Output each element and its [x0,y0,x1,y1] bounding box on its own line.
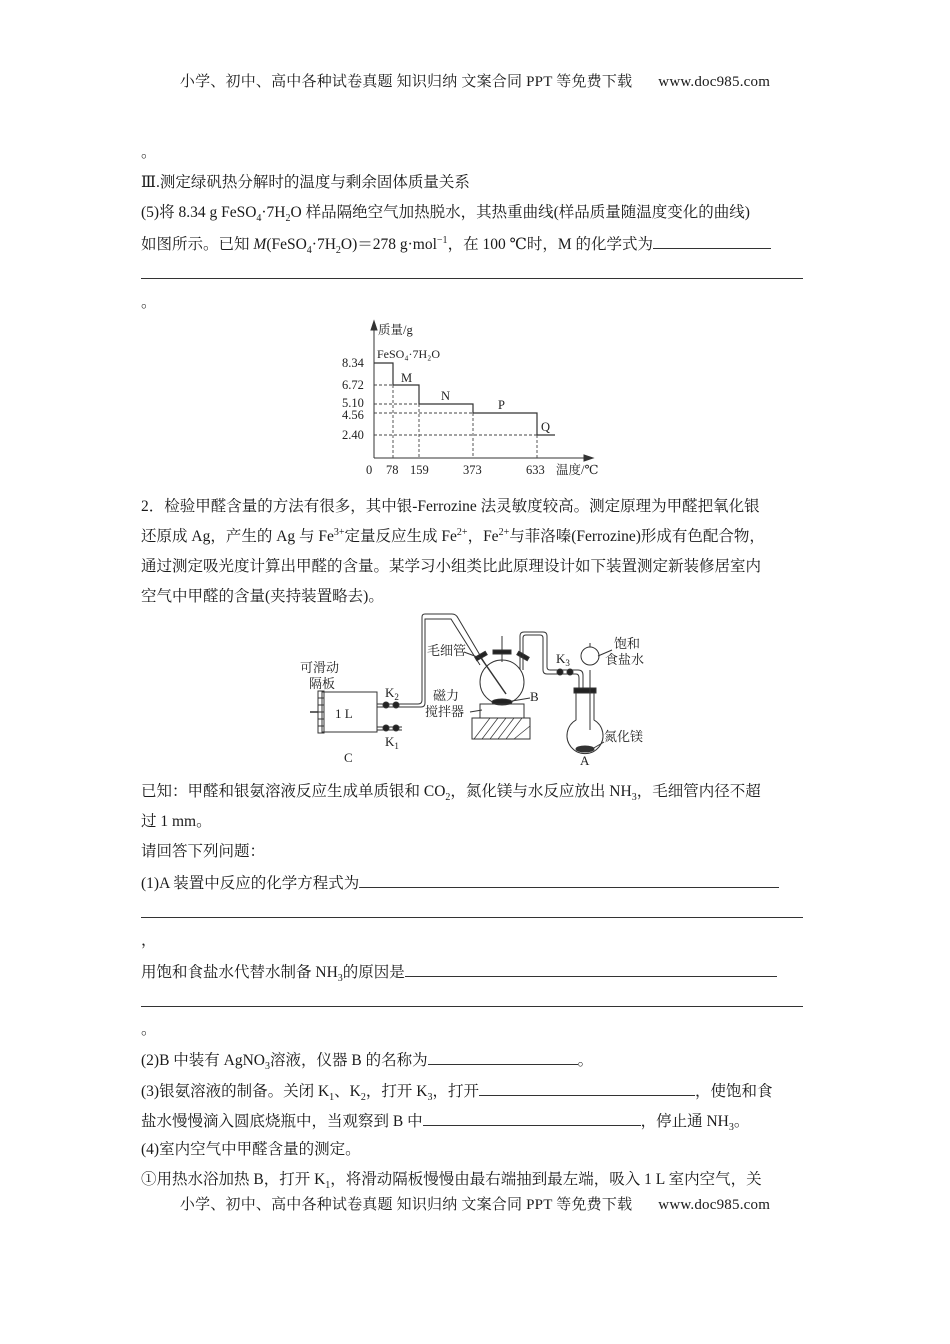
annot-n: N [441,389,451,403]
text: (2)B 中装有 AgNO [141,1052,265,1069]
label-mg3n2: 氮化镁 [604,729,644,744]
text: M [253,236,267,253]
annot-p: P [498,398,505,412]
text: (3)银氨溶液的制备。关闭 K [141,1083,330,1100]
text: ，Fe [467,528,499,545]
y-tick: 8.34 [342,356,364,370]
q2-line1: 2．检验甲醛含量的方法有很多，其中银-Ferrozine 法灵敏度较高。测定原理为甲醛把氧化银 [141,498,760,515]
text: 已知：甲醛和银氨溶液反应生成单质银和 CO [141,783,446,800]
text: 如图所示。已知 [141,236,254,253]
sub: 3 [631,792,637,804]
sub: 1 [325,1180,331,1192]
label-c: C [344,750,353,765]
thermogravimetric-chart [330,315,630,490]
q2-line [141,1049,593,1071]
sup: 2+ [456,526,468,538]
label-capillary: 毛细管 [427,643,467,658]
x-tick: 159 [410,463,429,477]
text: ，在 100 ℃时，M 的化学式为 [447,236,654,253]
label-a: A [580,753,590,768]
label-volume: 1 L [335,706,353,721]
sub: 4 [306,245,312,257]
text: (1)A 装置中反应的化学方程式为 [141,875,360,892]
x-tick: 78 [386,463,399,477]
sub: 1 [329,1092,335,1104]
text: 与菲洛嗪(Ferrozine)形成有色配合物， [509,528,765,545]
text: 用饱和食盐水代替水制备 NH [141,964,338,981]
annot-q: Q [541,420,551,434]
x-tick: 373 [463,463,482,477]
q1-end: 。 [141,1021,157,1038]
label-brine-2: 食盐水 [605,652,645,667]
text: ①用热水浴加热 B，打开 K [141,1171,326,1188]
label-stirrer-1: 磁力 [433,688,460,703]
answer-line-q1b[interactable] [141,1006,803,1007]
answer-line-q5[interactable] [141,278,803,279]
apparatus-svg [290,610,670,770]
chart-svg [330,315,630,490]
sup: −1 [436,234,448,246]
text: 。 [733,1113,750,1130]
text: O)＝278 g·mol [340,236,437,253]
answer-blank-q1[interactable] [359,872,779,888]
answer-line-q1[interactable] [141,917,803,918]
text: ，将滑动隔板慢慢由最右端抽到最左端，吸入 1 L 室内空气，关 [330,1171,762,1188]
sub: 2 [335,245,341,257]
header-url: www.doc985.com [658,74,771,90]
y-axis-label: 质量/g [378,323,413,337]
lead-period: 。 [141,144,157,161]
header-text: 小学、初中、高中各种试卷真题 知识归纳 文案合同 PPT 等免费下载 [179,74,633,90]
label-stirrer-2: 搅拌器 [425,704,465,719]
footer-url: www.doc985.com [658,1197,771,1213]
sub: 2 [360,1092,366,1104]
sub: 4 [256,213,262,225]
questions-prompt: 请回答下列问题： [141,843,266,860]
apparatus-diagram [290,610,670,770]
sub: 3 [265,1061,270,1073]
q2-line4: 空气中甲醛的含量(夹持装置略去)。 [141,588,384,605]
text: ，打开 K [365,1083,428,1100]
text: (5)将 8.34 g FeSO [141,204,257,221]
q3-line2 [141,1110,749,1132]
label-k1: $K_1$ [385,734,399,751]
q5-end: 。 [141,294,157,311]
x-tick: 633 [526,463,545,477]
text: 定量反应生成 Fe [344,528,457,545]
answer-blank-q2[interactable] [428,1049,578,1065]
sub: 2 [285,213,291,225]
q2-line2 [141,527,765,547]
q4-1-line [141,1170,762,1190]
q2-line3: 通过测定吸光度计算出甲醛的含量。某学习小组类比此原理设计如下装置测定新装修居室内 [141,558,762,575]
text: 盐水慢慢滴入圆底烧瓶中，当观察到 B 中 [141,1113,423,1130]
text: ，毛细管内径不超 [636,783,761,800]
text: ·7H [311,236,336,253]
y-tick: 2.40 [342,428,364,442]
text: (FeSO [266,236,307,253]
sub: 3 [427,1092,433,1104]
sup: 3+ [333,526,345,538]
label-k2: $K_2$ [385,685,399,702]
answer-blank-q3b[interactable] [423,1110,641,1126]
text: 。 [577,1052,594,1069]
sub: 3 [337,973,343,985]
label-brine-1: 饱和 [614,636,641,651]
text: ，氮化镁与水反应放出 NH [450,783,632,800]
q1-line [141,872,779,894]
label-slider-2: 隔板 [309,676,336,691]
text: ·7H [261,204,286,221]
known-line2: 过 1 mm。 [141,813,212,830]
text: ，停止通 NH [640,1113,729,1130]
answer-blank-q1b[interactable] [405,961,777,977]
y-tick: 4.56 [342,408,364,422]
sub: 2 [445,792,451,804]
answer-blank-q5[interactable] [653,233,771,249]
text: 、K [334,1083,361,1100]
annot-m: M [401,371,413,385]
text: ，使饱和食 [694,1083,773,1100]
label-slider-1: 可滑动 [300,660,340,675]
y-tick: 5.10 [342,396,364,410]
sup: 2+ [498,526,510,538]
text: 还原成 Ag，产生的 Ag 与 Fe [141,528,334,545]
q3-line1 [141,1080,772,1102]
q4-line: (4)室内空气中甲醛含量的测定。 [141,1141,361,1158]
known-line1 [141,782,761,802]
text: 溶液，仪器 B 的名称为 [270,1052,428,1069]
q1b-line [141,961,777,983]
y-tick: 6.72 [342,378,364,392]
text: 的原因是 [342,964,405,981]
sub: 3 [728,1122,734,1134]
footer-text: 小学、初中、高中各种试卷真题 知识归纳 文案合同 PPT 等免费下载 [179,1197,633,1213]
page-footer [0,1193,950,1214]
page-header [0,70,950,91]
label-k3: $K_3$ [556,651,570,668]
annot-feso4: FeSO₄·7H₂O [377,347,441,361]
x-tick: 0 [366,463,373,477]
q1-comma: ， [141,932,157,949]
q5-line2 [141,233,771,255]
q5-line1 [141,203,750,223]
text: O 样品隔绝空气加热脱水，其热重曲线(样品质量随温度变化的曲线) [290,204,750,221]
text: ，打开 [432,1083,479,1100]
section-title: Ⅲ.测定绿矾热分解时的温度与剩余固体质量关系 [141,174,470,191]
answer-blank-q3a[interactable] [479,1080,695,1096]
label-b: B [530,689,539,704]
x-axis-label: 温度/℃ [556,463,599,477]
